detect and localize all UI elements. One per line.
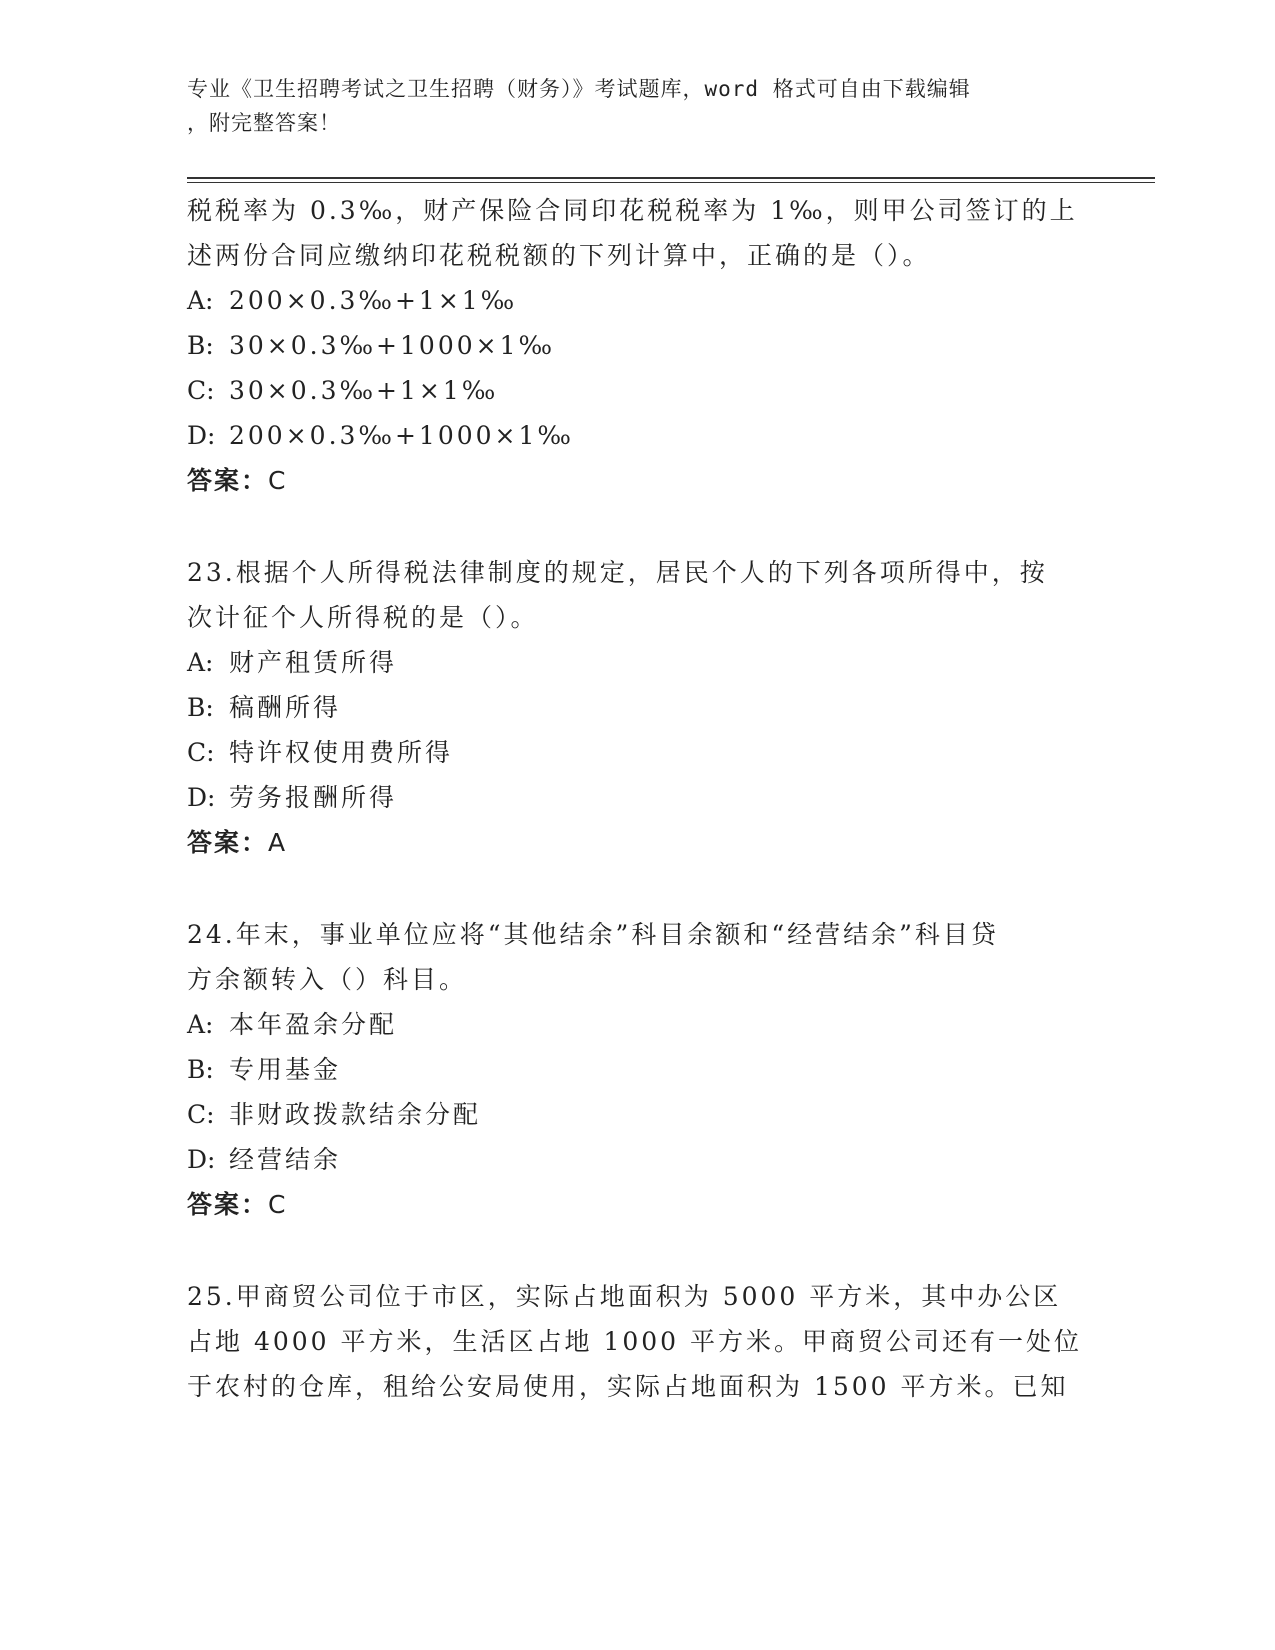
- option-text: 非财政拨款结余分配: [229, 1100, 482, 1129]
- option-key: A:: [187, 286, 214, 315]
- option-a: [187, 278, 1087, 323]
- option-key: B:: [187, 693, 214, 722]
- document-body: [187, 188, 1087, 1409]
- option-key: C:: [187, 1100, 215, 1129]
- header-divider-thick: [187, 177, 1155, 179]
- answer-line: [187, 1182, 1087, 1227]
- option-key: B:: [187, 331, 214, 360]
- option-c: [187, 368, 1087, 413]
- header-line-2: ，附完整答案！: [187, 111, 341, 135]
- option-c: [187, 730, 1087, 775]
- question-stem-line: 于农村的仓库，租给公安局使用，实际占地面积为 1500 平方米。已知: [187, 1372, 1069, 1401]
- question-stem-line: 占地 4000 平方米，生活区占地 1000 平方米。甲商贸公司还有一处位: [187, 1327, 1083, 1356]
- option-text: 本年盈余分配: [229, 1010, 398, 1039]
- option-text: 200×0.3‰+1×1‰: [229, 286, 518, 315]
- question-stem-line: 述两份合同应缴纳印花税税额的下列计算中，正确的是（）。: [187, 241, 931, 270]
- question-stem-line: 24.年末，事业单位应将“其他结余”科目余额和“经营结余”科目贷: [187, 920, 999, 949]
- question-stem-line: 25.甲商贸公司位于市区，实际占地面积为 5000 平方米，其中办公区: [187, 1282, 1062, 1311]
- question-stem-line: 次计征个人所得税的是（）。: [187, 603, 539, 632]
- answer-label: 答案：: [187, 1190, 269, 1219]
- option-a: [187, 1002, 1087, 1047]
- option-d: [187, 413, 1087, 458]
- option-a: [187, 640, 1087, 685]
- option-text: 劳务报酬所得: [229, 783, 398, 812]
- header-divider-thin: [187, 182, 1155, 183]
- option-text: 专用基金: [229, 1055, 342, 1084]
- question-23: [187, 550, 1087, 865]
- option-d: [187, 1137, 1087, 1182]
- answer-label: 答案：: [187, 828, 269, 857]
- answer-value: C: [268, 466, 288, 495]
- question-22: [187, 188, 1087, 503]
- option-text: 30×0.3‰+1000×1‰: [229, 331, 556, 360]
- option-key: C:: [187, 738, 215, 767]
- option-b: [187, 323, 1087, 368]
- question-stem-line: 23.根据个人所得税法律制度的规定，居民个人的下列各项所得中，按: [187, 558, 1048, 587]
- answer-line: [187, 458, 1087, 503]
- option-key: A:: [187, 1010, 214, 1039]
- option-key: D:: [187, 1145, 216, 1174]
- option-b: [187, 1047, 1087, 1092]
- answer-line: [187, 820, 1087, 865]
- option-text: 特许权使用费所得: [229, 738, 454, 767]
- question-25: [187, 1274, 1087, 1409]
- answer-value: A: [268, 828, 288, 857]
- question-stem-line: 方余额转入（）科目。: [187, 965, 468, 994]
- option-key: C:: [187, 376, 215, 405]
- option-text: 经营结余: [229, 1145, 342, 1174]
- question-stem-line: 税税率为 0.3‰，财产保险合同印花税税率为 1‰，则甲公司签订的上: [187, 196, 1078, 225]
- header-line-1: 专业《卫生招聘考试之卫生招聘（财务）》考试题库，word 格式可自由下载编辑: [187, 77, 971, 101]
- question-24: [187, 912, 1087, 1227]
- option-text: 200×0.3‰+1000×1‰: [229, 421, 574, 450]
- option-text: 稿酬所得: [229, 693, 342, 722]
- option-c: [187, 1092, 1087, 1137]
- answer-value: C: [268, 1190, 288, 1219]
- option-b: [187, 685, 1087, 730]
- option-d: [187, 775, 1087, 820]
- document-header: [187, 72, 1067, 140]
- option-key: D:: [187, 421, 216, 450]
- option-key: A:: [187, 648, 214, 677]
- option-text: 30×0.3‰+1×1‰: [229, 376, 499, 405]
- option-key: D:: [187, 783, 216, 812]
- option-text: 财产租赁所得: [229, 648, 398, 677]
- answer-label: 答案：: [187, 466, 269, 495]
- option-key: B:: [187, 1055, 214, 1084]
